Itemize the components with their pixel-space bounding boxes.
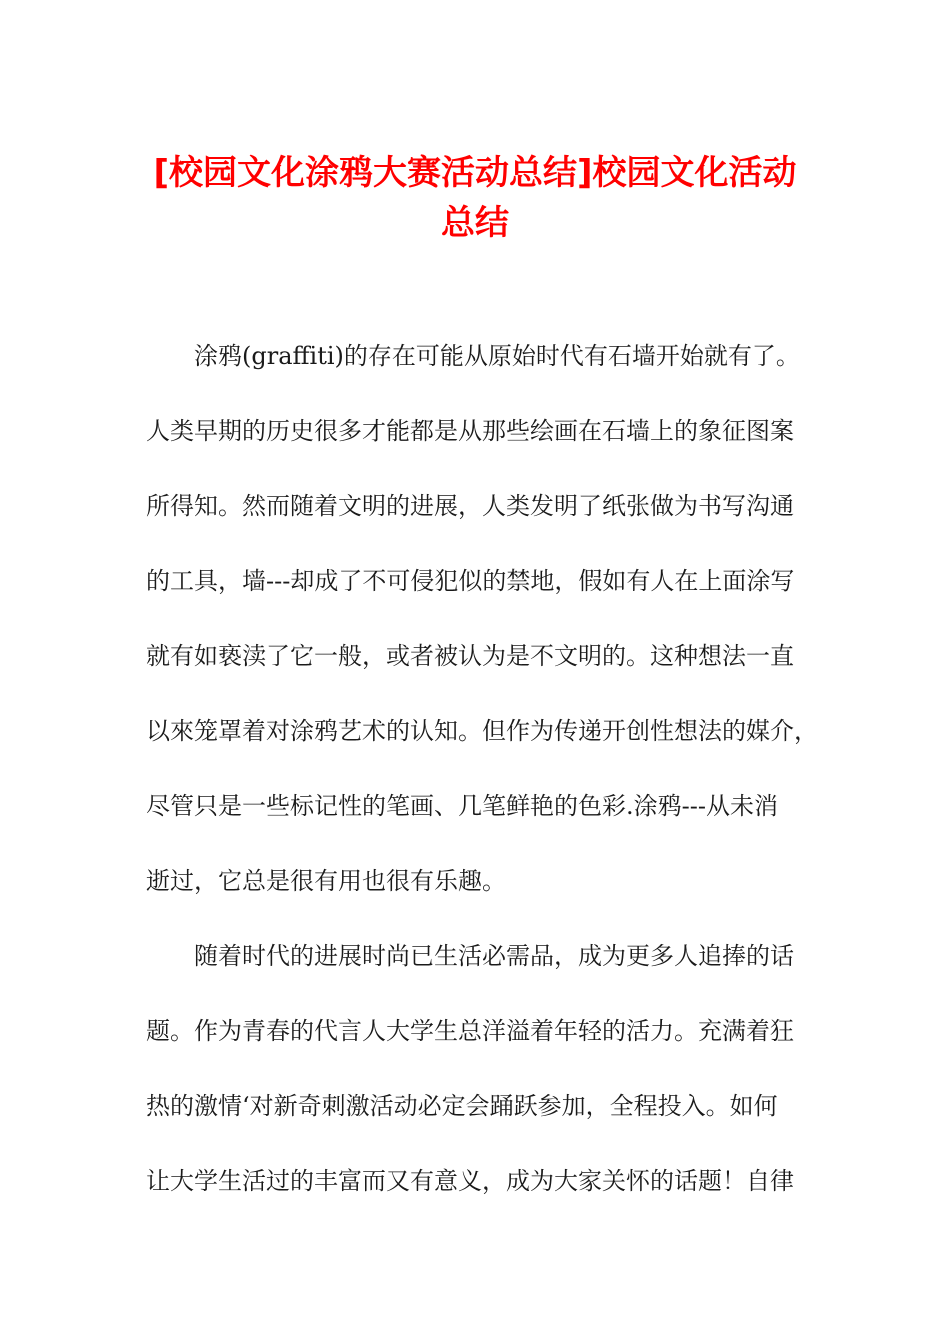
- text-line: 所得知。然而随着文明的进展，人类发明了纸张做为书写沟通: [146, 492, 794, 520]
- text-line: 逝过，它总是很有用也很有乐趣。: [146, 867, 506, 895]
- text-line: 题。作为青春的代言人大学生总洋溢着年轻的活力。充满着狂: [146, 1017, 794, 1045]
- paragraph-2: [146, 919, 806, 1219]
- title-line-2: 总结: [441, 203, 509, 243]
- document-title: [120, 148, 830, 248]
- text-line: 涂鸦(graffiti)的存在可能从原始时代有石墙开始就有了。: [194, 342, 800, 370]
- text-line: 以來笼罩着对涂鸦艺术的认知。但作为传递开创性想法的媒介，: [146, 717, 818, 745]
- text-line: 就有如亵渎了它一般，或者被认为是不文明的。这种想法一直: [146, 642, 794, 670]
- text-line: 让大学生活过的丰富而又有意义，成为大家关怀的话题！自律: [146, 1167, 794, 1195]
- paragraph-1: [146, 319, 818, 919]
- text-line: 尽管只是一些标记性的笔画、几笔鲜艳的色彩.涂鸦---从未消: [146, 792, 778, 820]
- text-line: 热的激情‘对新奇刺激活动必定会踊跃参加，全程投入。如何: [146, 1092, 778, 1120]
- text-line: 随着时代的进展时尚已生活必需品，成为更多人追捧的话: [194, 942, 794, 970]
- text-line: 人类早期的历史很多才能都是从那些绘画在石墙上的象征图案: [146, 417, 794, 445]
- title-line-1: [校园文化涂鸦大赛活动总结]校园文化活动: [153, 153, 797, 193]
- text-line: 的工具，墙---却成了不可侵犯似的禁地，假如有人在上面涂写: [146, 567, 795, 595]
- document-body: [146, 319, 818, 1219]
